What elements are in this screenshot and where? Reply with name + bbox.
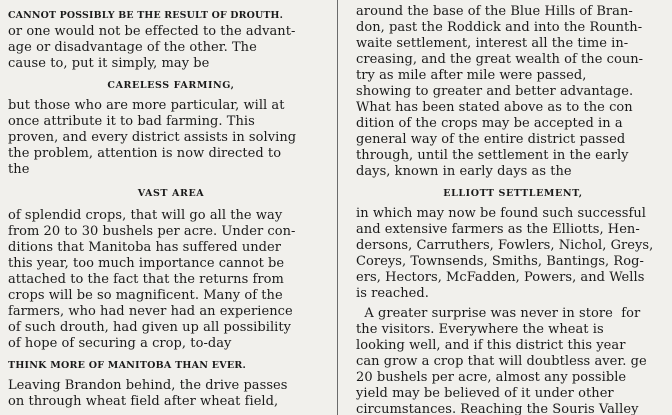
text-line: on through wheat field after wheat field, — [8, 394, 279, 409]
text-line: this year, too much importance cannot be — [8, 256, 285, 271]
text-line: from 20 to 30 bushels per acre. Under con- — [8, 224, 296, 239]
text-line: around the base of the Blue Hills of Bran- — [356, 4, 633, 19]
text-line: dersons, Carruthers, Fowlers, Nichol, Greys, — [356, 238, 654, 253]
text-line: of such drouth, had given up all possibility — [8, 320, 292, 335]
text-line: once attribute it to bad farming. This — [8, 114, 255, 129]
text-line: dition of the crops may be accepted in a — [356, 116, 623, 131]
text-line: 20 bushels per acre, almost any possible — [356, 370, 627, 385]
text-line: Coreys, Townsends, Smiths, Bantings, Rog- — [356, 254, 644, 269]
text-line: ers, Hectors, McFadden, Powers, and Wells — [356, 270, 645, 285]
right-column-body — [356, 4, 670, 415]
text-line: or one would not be effected to the advant- — [8, 24, 296, 39]
left-column — [0, 0, 334, 410]
section-heading-vast-area: VAST AREA — [137, 188, 205, 199]
text-line: creasing, and the great wealth of the coun- — [356, 52, 644, 67]
text-line: general way of the entire district passed — [356, 132, 626, 147]
text-line: What has been stated above as to the con — [356, 100, 633, 115]
text-line: ditions that Manitoba has suffered under — [8, 240, 282, 255]
section-heading-think-more: THINK MORE OF MANITOBA THAN EVER. — [8, 360, 247, 371]
text-line: attached to the fact that the returns from — [8, 272, 284, 287]
text-line: can grow a crop that will doubtless aver. ge — [356, 354, 647, 369]
text-line: days, known in early days as the — [356, 164, 572, 179]
text-line: the problem, attention is now directed to — [8, 146, 282, 161]
column-rule — [337, 0, 338, 415]
text-line: cause to, put it simply, may be — [8, 56, 210, 71]
section-heading-drouth: CANNOT POSSIBLY BE THE RESULT OF DROUTH. — [8, 10, 284, 21]
text-line: in which may now be found such successful — [356, 206, 646, 221]
text-line: the — [8, 162, 30, 177]
text-line: try as mile after mile were passed, — [356, 68, 587, 83]
text-line: crops will be so magnificent. Many of the — [8, 288, 283, 303]
text-line: of hope of securing a crop, to-day — [8, 336, 232, 351]
section-heading-careless-farming: CARELESS FARMING, — [107, 80, 235, 91]
text-line: waite settlement, interest all the time in- — [356, 36, 629, 51]
text-line: yield may be believed of it under other — [356, 386, 614, 401]
text-line: proven, and every district assists in solving — [8, 130, 297, 145]
text-line: age or disadvantage of the other. The — [8, 40, 257, 55]
text-line: showing to greater and better advantage. — [356, 84, 634, 99]
text-line: of splendid crops, that will go all the way — [8, 208, 283, 223]
right-column — [340, 0, 670, 415]
text-line: A greater surprise was never in store for — [356, 306, 641, 321]
text-line: don, past the Roddick and into the Rounth- — [356, 20, 643, 35]
text-line: looking well, and if this district this year — [356, 338, 626, 353]
text-line: farmers, who had never had an experience — [8, 304, 293, 319]
text-line: circumstances. Reaching the Souris Valley — [356, 402, 639, 415]
text-line: and extensive farmers as the Elliotts, Hen- — [356, 222, 640, 237]
text-line: through, until the settlement in the early — [356, 148, 629, 163]
text-line: the visitors. Everywhere the wheat is — [356, 322, 604, 337]
text-line: but those who are more particular, will at — [8, 98, 285, 113]
text-line: is reached. — [356, 286, 429, 301]
section-heading-elliott-settlement: ELLIOTT SETTLEMENT, — [443, 188, 583, 199]
text-line: Leaving Brandon behind, the drive passes — [8, 378, 288, 393]
